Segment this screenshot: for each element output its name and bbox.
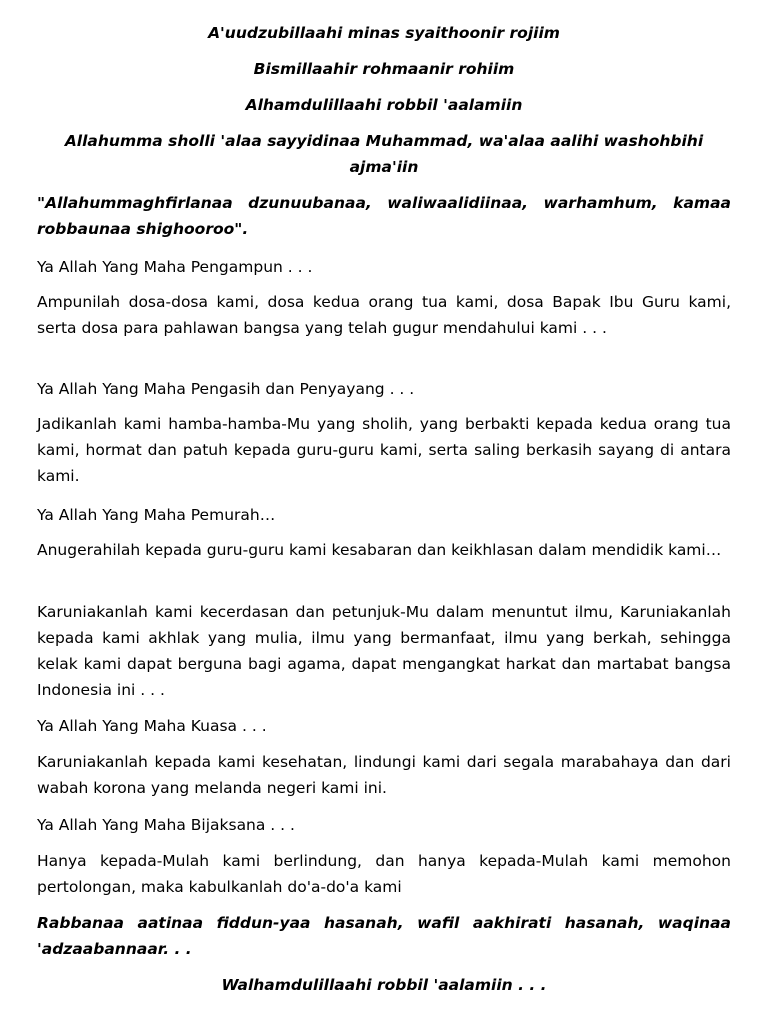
paragraph-10: Ya Allah Yang Maha Bijaksana . . .	[37, 816, 295, 834]
closing-line: Walhamdulillaahi robbil 'aalamiin . . .	[221, 976, 547, 994]
paragraph-3: Ya Allah Yang Maha Pengasih dan Penyayang . . .	[37, 380, 415, 398]
paragraph-6: Anugerahilah kepada guru-guru kami kesabaran dan keikhlasan dalam mendidik kami…	[37, 541, 722, 559]
paragraph-8: Ya Allah Yang Maha Kuasa . . .	[37, 717, 267, 735]
sholawat-line: Allahumma sholli 'alaa sayyidinaa Muhammad, wa'alaa aalihi washohbihi ajma'iin	[64, 132, 704, 176]
hamdalah-line: Alhamdulillaahi robbil 'aalamiin	[245, 96, 523, 114]
taawudz-line: A'uudzubillaahi minas syaithoonir rojiim	[208, 24, 560, 42]
paragraph-2: Ampunilah dosa-dosa kami, dosa kedua orang tua kami, dosa Bapak Ibu Guru kami, serta dosa para pahlawan bangsa yang telah gugur mendahului kami . . .	[37, 293, 731, 337]
paragraph-7: Karuniakanlah kami kecerdasan dan petunjuk-Mu dalam menuntut ilmu, Karuniakanlah kepada kami akhlak yang mulia, ilmu yang bermanfaat, ilmu yang berkah, sehingga kelak kami dapat berguna bagi agama, dapat mengangkat harkat dan martabat bangsa Indonesia ini . . .	[37, 603, 731, 699]
paragraph-5: Ya Allah Yang Maha Pemurah…	[37, 506, 276, 524]
paragraph-11: Hanya kepada-Mulah kami berlindung, dan hanya kepada-Mulah kami memohon pertolongan, maka kabulkanlah do'a-do'a kami	[37, 852, 731, 896]
basmalah-line: Bismillaahir rohmaanir rohiim	[253, 60, 515, 78]
paragraph-4: Jadikanlah kami hamba-hamba-Mu yang sholih, yang berbakti kepada kedua orang tua kami, hormat dan patuh kepada guru-guru kami, serta saling berkasih sayang di antara kami.	[37, 415, 731, 485]
rabbana-line: Rabbanaa aatinaa fiddun-yaa hasanah, wafil aakhirati hasanah, waqinaa 'adzaabannaar. . .	[37, 914, 731, 958]
paragraph-9: Karuniakanlah kepada kami kesehatan, lindungi kami dari segala marabahaya dan dari wabah korona yang melanda negeri kami ini.	[37, 753, 731, 797]
paragraph-1: Ya Allah Yang Maha Pengampun . . .	[37, 258, 313, 276]
doa-orang-tua: "Allahummaghfirlanaa dzunuubanaa, waliwaalidiinaa, warhamhum, kamaa robbaunaa shighooroo".	[37, 194, 731, 238]
